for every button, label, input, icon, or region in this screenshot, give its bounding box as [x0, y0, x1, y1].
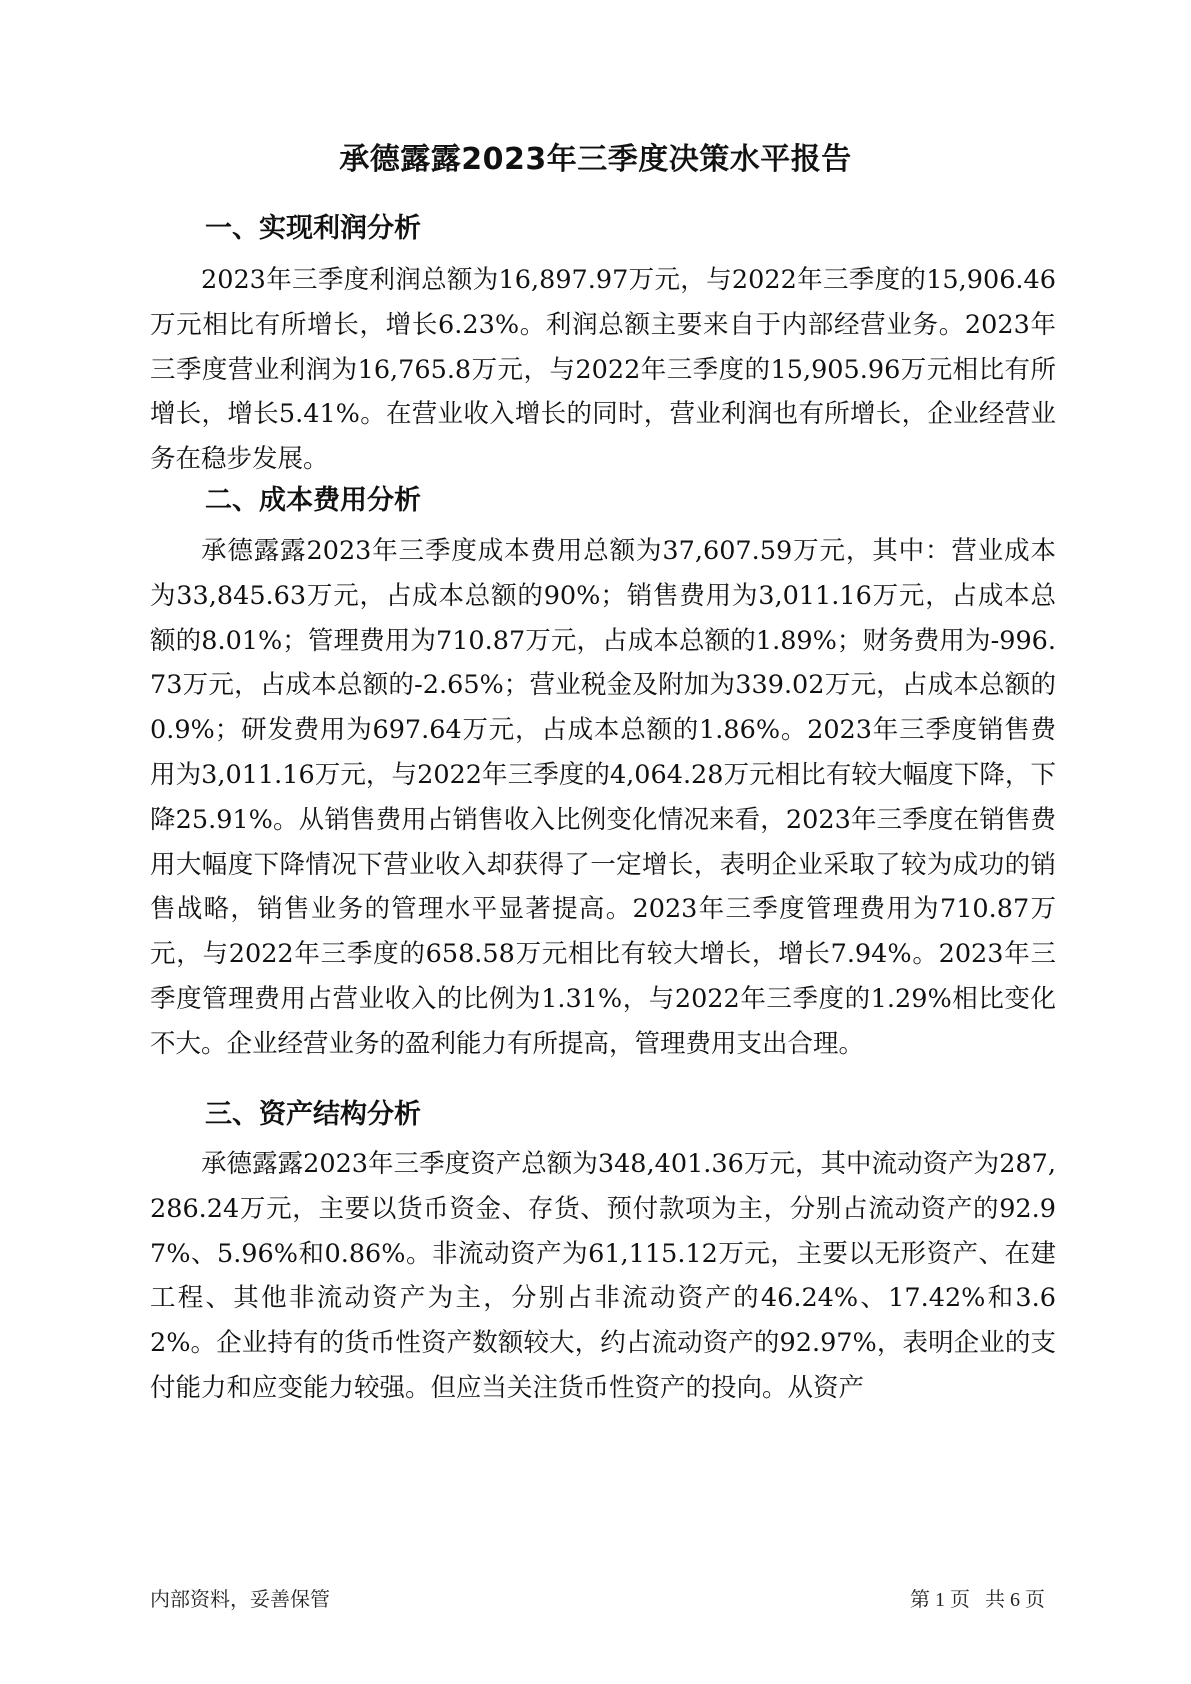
section-heading-assets: 三、资产结构分析	[205, 1099, 421, 1130]
section-paragraph-profit: 2023年三季度利润总额为16,897.97万元，与2022年三季度的15,906.46万元相比有所增长，增长6.23%。利润总额主要来自于内部经营业务。2023年三季度营业利润为16,765.8万元，与2022年三季度的15,905.96万元相比有所增长，增长5.41%。在营业收入增长的同时，营业利润也有所增长，企业经营业务在稳步发展。	[150, 265, 1056, 475]
section-paragraph-cost: 承德露露2023年三季度成本费用总额为37,607.59万元，其中：营业成本为33,845.63万元，占成本总额的90%；销售费用为3,011.16万元，占成本总额的8.01%；管理费用为710.87万元，占成本总额的1.89%；财务费用为-996.73万元，占成本总额的-2.65%；营业税金及附加为339.02万元，占成本总额的0.9%；研发费用为697.64万元，占成本总额的1.86%。2023年三季度销售费用为3,011.16万元，与2022年三季度的4,064.28万元相比有较大幅度下降，下降25.91%。从销售费用占销售收入比例变化情况来看，2023年三季度在销售费用大幅度下降情况下营业收入却获得了一定增长，表明企业采取了较为成功的销售战略，销售业务的管理水平显著提高。2023年三季度管理费用为710.87万元，与2022年三季度的658.58万元相比有较大增长，增长7.94%。2023年三季度管理费用占营业收入的比例为1.31%，与2022年三季度的1.29%相比变化不大。企业经营业务的盈利能力有所提高，管理费用支出合理。	[150, 536, 1056, 1059]
section-paragraph-assets: 承德露露2023年三季度资产总额为348,401.36万元，其中流动资产为287,286.24万元，主要以货币资金、存货、预付款项为主，分别占流动资产的92.97%、5.96%和0.86%。非流动资产为61,115.12万元，主要以无形资产、在建工程、其他非流动资产为主，分别占非流动资产的46.24%、17.42%和3.62%。企业持有的货币性资产数额较大，约占流动资产的92.97%，表明企业的支付能力和应变能力较强。但应当关注货币性资产的投向。从资产	[150, 1149, 1056, 1403]
footer-confidential-note: 内部资料，妥善保管	[150, 1589, 330, 1611]
footer-page-number: 第 1 页 共 6 页	[910, 1589, 1045, 1611]
section-heading-profit: 一、实现利润分析	[205, 213, 421, 244]
document-title: 承德露露2023年三季度决策水平报告	[339, 142, 852, 177]
section-heading-cost: 二、成本费用分析	[205, 485, 421, 516]
